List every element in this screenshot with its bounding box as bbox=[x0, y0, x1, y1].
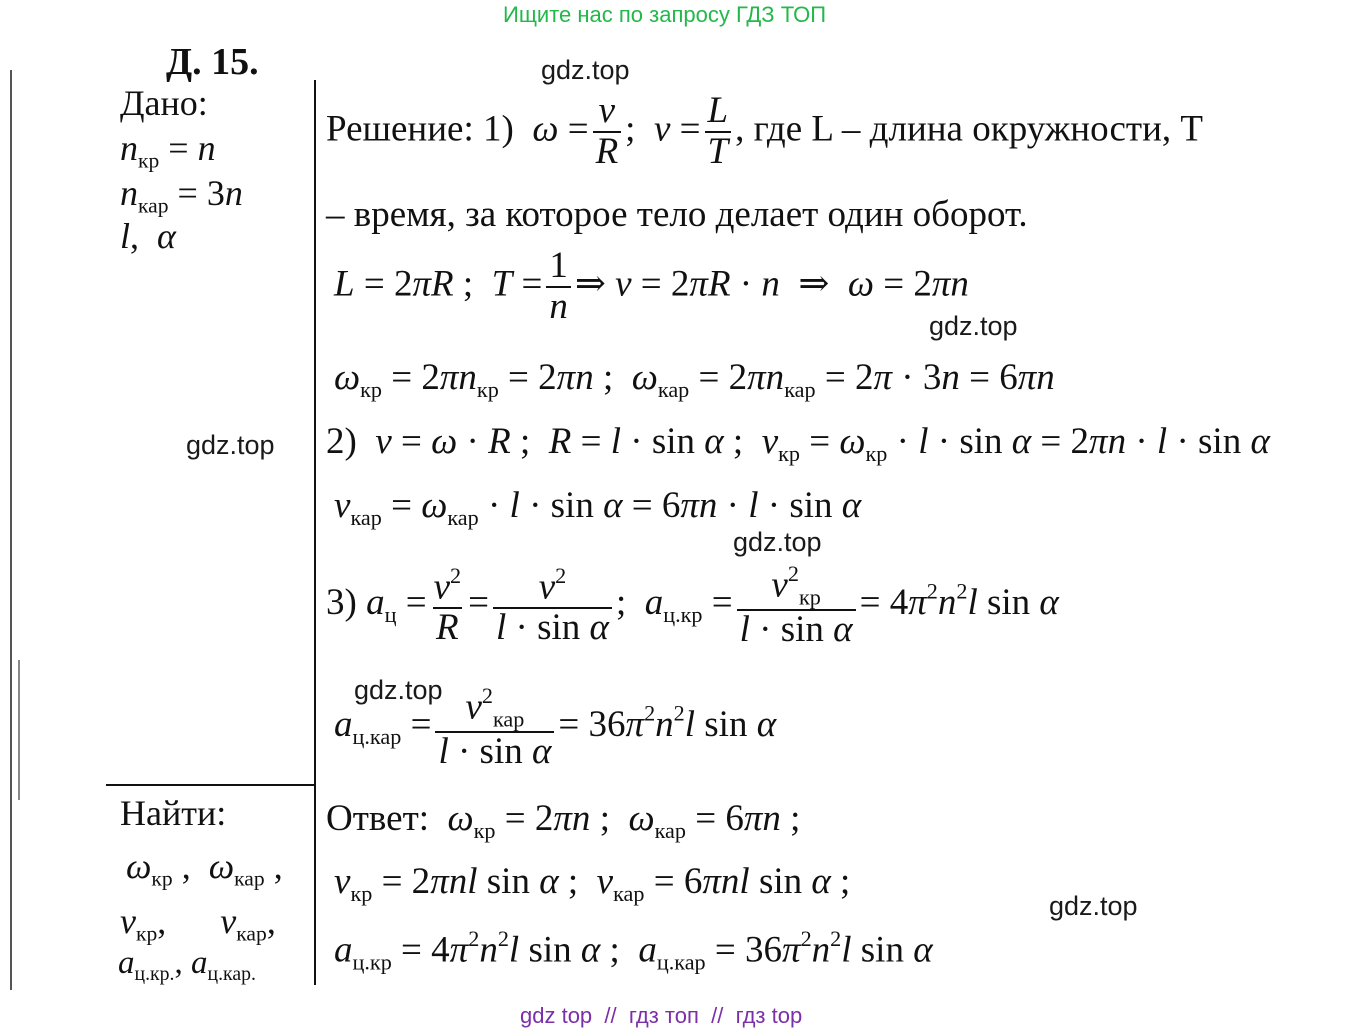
answer-v: $v_{кр} = 2\pi nl$ sin α ; $v_{кар} = 6\pi nl$ sin α ; bbox=[334, 861, 851, 906]
equation-v-kar: $v_{кар} = \omega_{кар} \cdot l \cdot \sin \alpha = 6\pi n \cdot l \cdot \sin \alpha$ bbox=[334, 485, 862, 530]
watermark: gdz.top bbox=[541, 55, 630, 85]
answer-label: Ответ: bbox=[326, 798, 430, 839]
solution-line-1: Решение: 1) ω = $\frac{v}{R}$ ; v = $\frac{L}{T}$ , где L – длина окружности, T bbox=[326, 90, 1203, 172]
text-length: , где L – длина окружности, T bbox=[735, 108, 1203, 150]
find-omega: $\omega_{кр}$ , $\omega_{кар}$ , bbox=[126, 846, 283, 891]
column-divider bbox=[314, 80, 316, 985]
watermark: gdz.top bbox=[186, 430, 275, 460]
footer-links[interactable]: gdz top // гдз топ // гдз top bbox=[520, 1003, 803, 1028]
solution-label: Решение: 1) bbox=[326, 108, 514, 150]
watermark: gdz.top bbox=[733, 527, 822, 557]
given-n-kar: $n_{кар} = 3n$ bbox=[120, 173, 243, 218]
answer-omega: Ответ: $\omega_{кр} = 2\pi n$ ; $\omega_{кар} = 6\pi n$ ; bbox=[326, 798, 801, 843]
problem-title: Д. 15. bbox=[166, 41, 259, 83]
step-3-label: 3) bbox=[326, 582, 357, 624]
equation-omega: $\omega_{кр} = 2\pi n_{кр} = 2\pi n$ ; $\omega_{кар} = 2\pi n_{кар} = 2\pi \cdot 3n = 6\pi n$ bbox=[334, 357, 1055, 402]
step-2-label: 2) bbox=[326, 421, 357, 462]
answer-a: $a_{ц.кр} = 4\pi^2n^2l$ sin α ; $a_{ц.кар} = 36\pi^2n^2l$ sin α bbox=[334, 926, 933, 975]
find-a: $a_{ц.кр.}$, $a_{ц.кар.}$ bbox=[118, 945, 256, 985]
find-label: Найти: bbox=[120, 793, 227, 833]
given-l-alpha: l, α bbox=[120, 216, 176, 256]
given-label: Дано: bbox=[120, 83, 208, 123]
solution-line-2: – время, за которое тело делает один оборот. bbox=[326, 194, 1028, 235]
scan-edge bbox=[18, 660, 20, 800]
given-n-kr: $n_{кр} = n$ bbox=[120, 128, 216, 173]
given-find-divider bbox=[106, 784, 316, 786]
find-v: $v_{кр}$, $v_{кар}$, bbox=[120, 901, 276, 946]
equation-step-3: 3) $a_ц$ = $\frac{v^2}{R}$ = $\frac{v^2}{\text{l · sin α}}$ ; $a_{ц.кр}$ = $\frac{v^2_{кр}}{\text{l · sin α}}$ = $4\pi^2n^2l$ sin α bbox=[326, 561, 1059, 650]
watermark: gdz.top bbox=[929, 311, 1018, 341]
equation-step-2: 2) v = ω · R ; R = l · sin α ; $v_{кр} = \omega_{кр} \cdot l \cdot \sin \alpha = 2\pi n \cdot l \cdot \sin \alpha$ bbox=[326, 421, 1270, 466]
watermark: gdz.top bbox=[354, 675, 443, 705]
top-banner[interactable]: Ищите нас по запросу ГДЗ ТОП bbox=[503, 2, 827, 27]
scan-edge bbox=[10, 70, 12, 990]
equation-period: L = 2πR ; T = $\frac{1}{n}$ ⇒ v = 2πR · n ⇒ ω = 2πn bbox=[334, 245, 969, 327]
equation-a-kar: $a_{ц.кар}$ = $\frac{v^2_{кар}}{\text{l · sin α}}$ = $36\pi^2n^2l$ sin α bbox=[334, 683, 777, 772]
watermark: gdz.top bbox=[1049, 891, 1138, 921]
